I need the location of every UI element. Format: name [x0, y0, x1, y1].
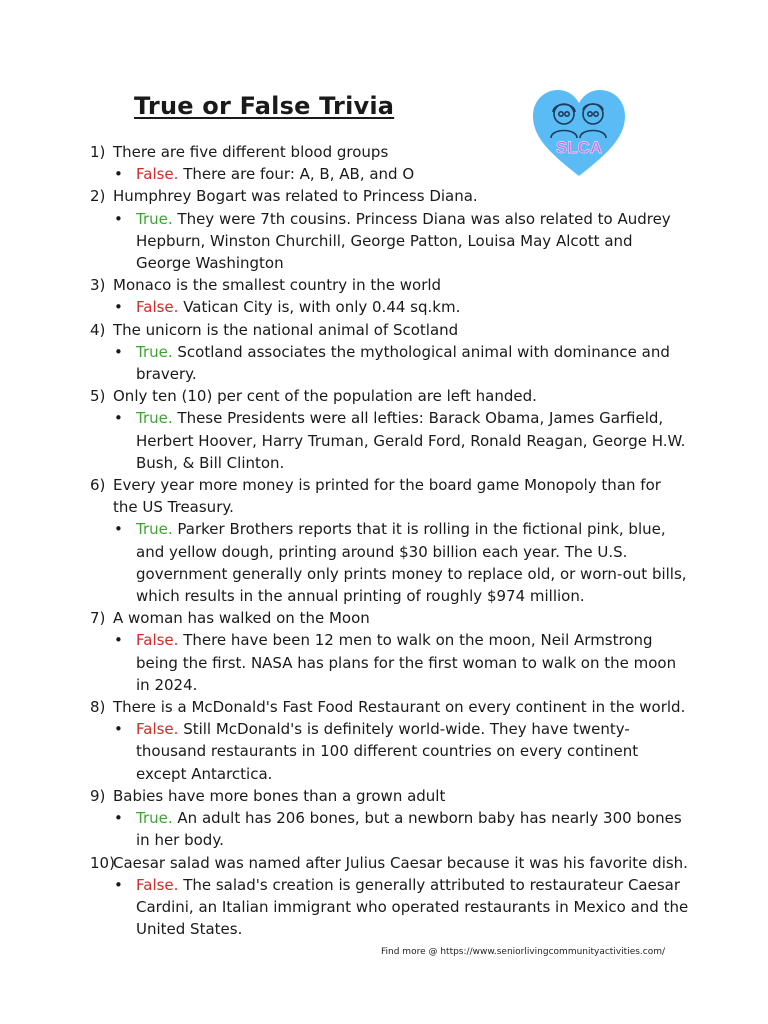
question-text: There are five different blood groups — [113, 143, 389, 161]
question-number: 2) — [90, 187, 106, 206]
answer-text: Vatican City is, with only 0.44 sq.km. — [178, 298, 461, 317]
verdict-false: False. — [136, 631, 179, 650]
answer-text: These Presidents were all lefties: Barack Obama, James Garfield, Herbert Hoover, Harry Truman, Gerald Ford, Ronald Reagan, George H.W. Bush, & Bill Clinton. — [136, 409, 686, 472]
question-text: The unicorn is the national animal of Scotland — [113, 320, 459, 339]
question-text: Monaco is the smallest country in the world — [113, 276, 442, 295]
question-text: Babies have more bones than a grown adult — [113, 786, 446, 805]
bullet-icon: • — [114, 720, 123, 739]
verdict-true: True. — [136, 809, 173, 828]
question-number: 4) — [90, 320, 106, 339]
verdict-true: True. — [136, 342, 173, 361]
verdict-true: True. — [136, 409, 173, 428]
question-number: 1) — [90, 143, 106, 161]
question-number: 6) — [90, 476, 106, 495]
trivia-item — [90, 474, 690, 607]
verdict-true: True. — [136, 209, 173, 228]
bullet-icon: • — [114, 809, 123, 828]
question-text: There is a McDonald's Fast Food Restaurant on every continent in the world. — [113, 698, 686, 717]
question-number: 10) — [90, 853, 115, 872]
page-title: True or False Trivia — [134, 92, 395, 120]
answer-text: Still McDonald's is definitely world-wide. They have twenty-thousand restaurants in 100 different countries on every continent except Antarctica. — [136, 720, 639, 783]
trivia-item — [90, 274, 690, 318]
bullet-icon: • — [114, 298, 123, 317]
verdict-true: True. — [136, 520, 173, 539]
verdict-false: False. — [136, 875, 179, 894]
trivia-item — [90, 319, 690, 386]
bullet-icon: • — [114, 631, 123, 650]
answer-text: There are four: A, B, AB, and O — [178, 165, 415, 184]
answer-text: There have been 12 men to walk on the moon, Neil Armstrong being the first. NASA has plans for the first woman to walk on the moon in 2024. — [136, 631, 677, 694]
bullet-icon: • — [114, 209, 123, 228]
trivia-item — [90, 185, 690, 274]
trivia-item — [90, 785, 690, 852]
bullet-icon: • — [114, 520, 123, 539]
verdict-false: False. — [136, 165, 179, 184]
trivia-item — [90, 696, 690, 785]
question-text: Humphrey Bogart was related to Princess Diana. — [113, 187, 478, 206]
trivia-item — [90, 141, 690, 185]
answer-text: Parker Brothers reports that it is rolling in the fictional pink, blue, and yellow dough, printing around $30 billion each year. The U.S. government generally only prints money to replace old, or worn-out bills, which results in the annual printing of roughly $974 million. — [136, 520, 687, 606]
trivia-list — [90, 141, 690, 940]
verdict-false: False. — [136, 720, 179, 739]
question-number: 3) — [90, 276, 106, 295]
bullet-icon: • — [114, 875, 123, 894]
answer-text: Scotland associates the mythological animal with dominance and bravery. — [136, 342, 670, 384]
verdict-false: False. — [136, 298, 179, 317]
question-text: A woman has walked on the Moon — [113, 609, 370, 628]
answer-text: The salad's creation is generally attributed to restaurateur Caesar Cardini, an Italian immigrant who operated restaurants in Mexico and the United States. — [136, 875, 689, 939]
question-text: Only ten (10) per cent of the population are left handed. — [113, 387, 537, 406]
bullet-icon: • — [114, 342, 123, 361]
bullet-icon: • — [114, 409, 123, 428]
footer-link[interactable]: Find more @ https://www.seniorlivingcommunityactivities.com/ — [381, 947, 666, 957]
logo-text: SLCA — [555, 138, 603, 157]
question-text: Every year more money is printed for the board game Monopoly than for the US Treasury. — [113, 476, 661, 517]
trivia-item — [90, 607, 690, 696]
bullet-icon: • — [114, 165, 123, 184]
trivia-item — [90, 385, 690, 474]
question-number: 5) — [90, 387, 106, 406]
question-number: 9) — [90, 786, 106, 805]
question-number: 8) — [90, 698, 106, 717]
answer-text: An adult has 206 bones, but a newborn baby has nearly 300 bones in her body. — [136, 809, 682, 850]
answer-text: They were 7th cousins. Princess Diana was also related to Audrey Hepburn, Winston Churchill, George Patton, Louisa May Alcott and George Washington — [136, 209, 671, 273]
trivia-item — [90, 852, 690, 941]
question-number: 7) — [90, 609, 106, 628]
question-text: Caesar salad was named after Julius Caesar because it was his favorite dish. — [113, 853, 688, 872]
